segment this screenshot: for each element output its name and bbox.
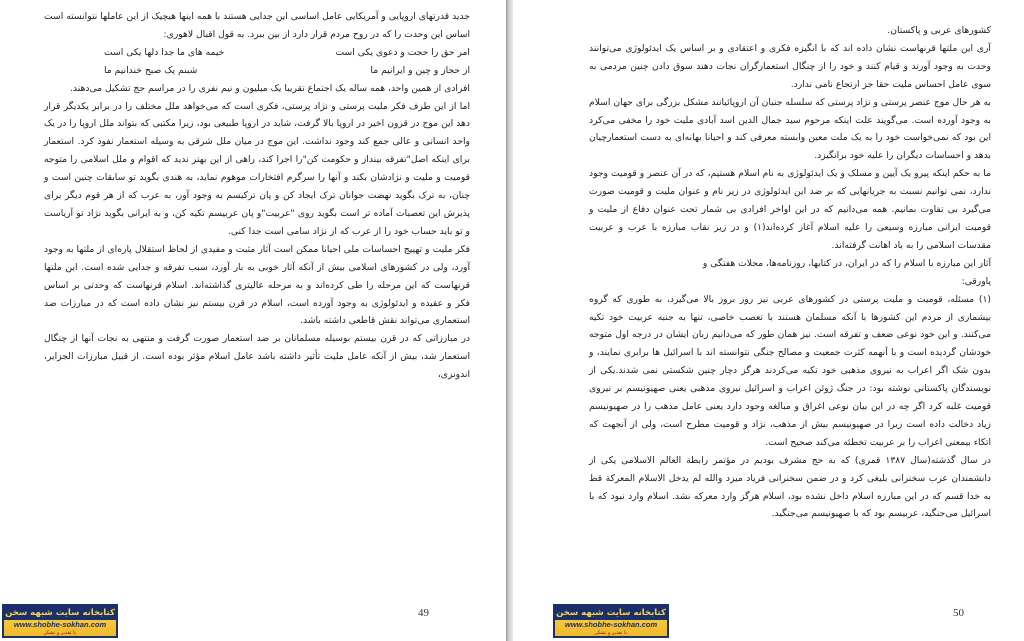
verse-left-1: خیمه های ما جدا دلها یکی است xyxy=(104,46,225,58)
right-paragraph-1: کشورهای عربی و پاکستان. xyxy=(887,25,991,36)
verse-row-2 xyxy=(44,62,470,80)
footnote-2: در سال گذشته(سال ۱۳۸۷ قمری) که به حج مشرف بودیم در مؤتمر رابطة العالم الاسلامی یکی از دانشمندان عرب سخنرانی بلیغی کرد و در ضمن سخنرانی فریاد میزد والله لم یدخل الاسلام المعرکة قط به خدا قسم که در این مبارزه اسلام داخل نشده بود، اسلام هرگز وارد معرکه نشد. اسلام وارد نبود که با اسرائیل می‌جنگید، عربیسم بود که با صهیونیسم می‌جنگید. xyxy=(589,454,992,520)
left-paragraph-2: افرادی از همین واحد، همه ساله یک اجتماع تقریبا یک میلیون و نیم نفری را در مراسم حج تشکیل می‌دهند. xyxy=(70,82,470,94)
left-page xyxy=(0,0,506,641)
logo-title: کتابخانه سایت شبهه سخن xyxy=(556,608,666,618)
right-paragraph-2: آری این ملتها قرنهاست نشان داده اند که با انگیزه فکری و اعتقادی و بر اساس یک ایدئولوژی می‌توانند وحدت به وجود آورند و قیام کنند و خود را از چنگال استعمارگران نجات دهند سوق دادن چنین مردمی به سوی عامل احساس ملیت حقا جز ارتجاع نامی ندارد. xyxy=(589,42,991,90)
logo-note: با تقدیر و تشکر xyxy=(594,630,628,636)
verse-right-2: از حجاز و چین و ایرانیم ما xyxy=(370,64,470,76)
verse-right-1: امر حق را حجت و دعوی یکی است xyxy=(335,46,470,58)
logo-url: www.shobhe-sokhan.com xyxy=(564,620,658,629)
left-paragraph-1: جدید قدرتهای اروپایی و آمریکایی عامل اساسی این جدایی هستند با همه اینها هیچیک از این عاملها نتوانسته است اساس این وحدت را که در روح مردم قرار دارد از بین ببرد. به قول اقبال لاهوری: xyxy=(44,11,470,40)
page-number-right: 50 xyxy=(953,607,964,619)
right-paragraph-3: به هر حال موج عنصر پرستی و نژاد پرستی که سلسله جنبان آن اروپائیانند مشکل بزرگی برای جهان اسلام به وجود آورده است. می‌گویند علت اینکه مرحوم سید جمال الدین اسد آبادی ملیت خود را مخفی می‌کرد این بود که نمی‌خواست خود را به یک ملت معین وابسته معرفی کند و احیانا بهانه‌ای به دست استعمارچیان بدهد و احساسات دیگران را علیه خود برانگیزد. xyxy=(589,96,991,162)
left-page-text xyxy=(44,8,470,384)
footnote-heading: پاورقی: xyxy=(961,275,991,287)
right-paragraph-4: ما به حکم اینکه پیرو یک آیین و مسلک و یک ایدئولوژی به نام اسلام هستیم، که در آن عنصر و قومیت وجود ندارد، نمی توانیم نسبت به جریانهایی که بر ضد این ایدئولوژی در زیر نام و عنوان ملیت و قومیت صورت می‌گیرد بی تفاوت بمانیم. همه می‌دانیم که در این اواخر افرادی بی شمار تحت عنوان دفاع از ملیت و قومیت ایرانی مبارزه وسیعی را علیه اسلام آغاز کرده‌اند(۱) و در زیر نقاب مبارزه با عرب و عربیت مقدسات اسلامی را به باد اهانت گرفته‌اند. xyxy=(589,168,991,251)
left-paragraph-3: اما از این طرف فکر ملیت پرستی و نژاد پرستی، فکری است که می‌خواهد ملل مختلف را در برابر یکدیگر قرار دهد این موج در قرون اخیر در اروپا بالا گرفت، شاید در اروپا طبیعی بود، زیرا مکتبی که بتواند ملل اروپا را در یک واحد انسانی و عالی جمع کند وجود نداشت. این موج در میان ملل شرقی به وسیله استعمار نفوذ کرد. استعمار برای اینکه اصل"تفرقه بینداز و حکومت کن"را اجرا کند، راهی از این بهتر ندید که اقوام و ملل اسلامی را متوجه قومیت و ملیت و نژادشان بکند و آنها را سرگرم افتخارات موهوم نماید، به هندی بگوید تو سابقات چنین است و چنان، به ترک بگوید نهضت جوانان ترک ایجاد کن و پان ترکیسم به وجود آور، به عرب که از هر قوم دیگر برای پذیرش این تعصبات آماده تر است بگوید روی "عربیت"و پان عربیسم تکیه کن، و به ایرانی بگوید نژاد تو آریاست و تو باید حساب خود را از عرب که از نژاد سامی است جدا کنی. xyxy=(44,100,470,237)
right-page xyxy=(513,0,1024,641)
footnote-1: (۱) مسئله، قومیت و ملیت پرستی در کشورهای عربی نیز روز بروز بالا می‌گیرد، به طوری که گروه بیشماری از مردم این کشورها با آنکه مسلمان هستند با تعصب خاصی، تنها به جنبه عربیت خود تکیه می‌کنند. و این خود نوعی ضعف و تفرقه است. نیز همان طور که می‌دانیم زبان ایشان در درجه اول متوجه خودشان گردیده است و با آنهمه کثرت جمعیت و مصالح جنگی نتوانسته اند با اسرائیل ها برابری نمایند، و بدون شک اگر اعراب به نیروی مذهبی خود تکیه می‌کردند هرگز دچار چنین شکستی نمی شدند.یکی از نویسندگان پاکستانی نوشته بود: در جنگ ژوئن اعراب و اسرائیل نیروی مذهبی یعنی صهیونیسم بر نیروی قومیت غلبه کرد اگر چه در این بیان نوعی اغراق و مبالغه وجود دارد یعنی عامل مذهب را در صهیونیسم زیاد دخالت داده است زیرا در صهیونیسم بیش از مذهب، نژاد و قومیت مطرح است، ولی از آنجهت که اتکاء بیمعنی اعراب را بر عربیت تخطئه می‌کند صحیح است. xyxy=(589,293,991,448)
right-paragraph-5: آثار این مبارزه با اسلام را که در ایران، در کتابها، روزنامه‌ها، مجلات هفتگی و xyxy=(702,257,991,269)
logo-title: کتابخانه سایت شبهه سخن xyxy=(5,608,115,618)
verse-left-2: شبنم یک صبح خندانیم ما xyxy=(104,64,198,76)
left-paragraph-4: فکر ملیت و تهییج احساسات ملی احیانا ممکن است آثار مثبت و مفیدی از لحاظ استقلال پاره‌ای از ملتها به وجود آورد، ولی در کشورهای اسلامی بیش از آنکه آثار خوبی به بار آورد، سبب تفرقه و جدایی شده است. این ملتها قرنهاست که این مرحله را طی کرده‌اند و به مرحله عالیتری گذاشته‌اند. اسلام قرنهاست که وحدتی بر اساس فکر و عقیده و ایدئولوژی به وجود آورده است، اسلام در قرن بیستم نیز نشان داده است که در مبارزات ضد استعماری می‌تواند نقش قاطعی داشته باشد. xyxy=(44,243,470,327)
right-page-text xyxy=(589,22,991,523)
logo-url: www.shobhe-sokhan.com xyxy=(13,620,107,629)
logo-note: با تقدیر و تشکر xyxy=(43,630,77,636)
library-logo[interactable] xyxy=(2,604,118,638)
verse-row-1 xyxy=(44,44,470,62)
page-number-left: 49 xyxy=(418,607,429,619)
left-paragraph-5: در مبارزاتی که در قرن بیستم بوسیله مسلمانان بر ضد استعمار صورت گرفت و منتهی به نجات آنها از چنگال استعمار شد، بیش از آنکه عامل ملیت تأثیر داشته باشد عامل اسلام مؤثر بوده است. از قبیل مبارزات الجزایر، اندونزی، xyxy=(44,333,470,381)
page-gutter xyxy=(506,0,513,641)
library-logo[interactable] xyxy=(553,604,669,638)
